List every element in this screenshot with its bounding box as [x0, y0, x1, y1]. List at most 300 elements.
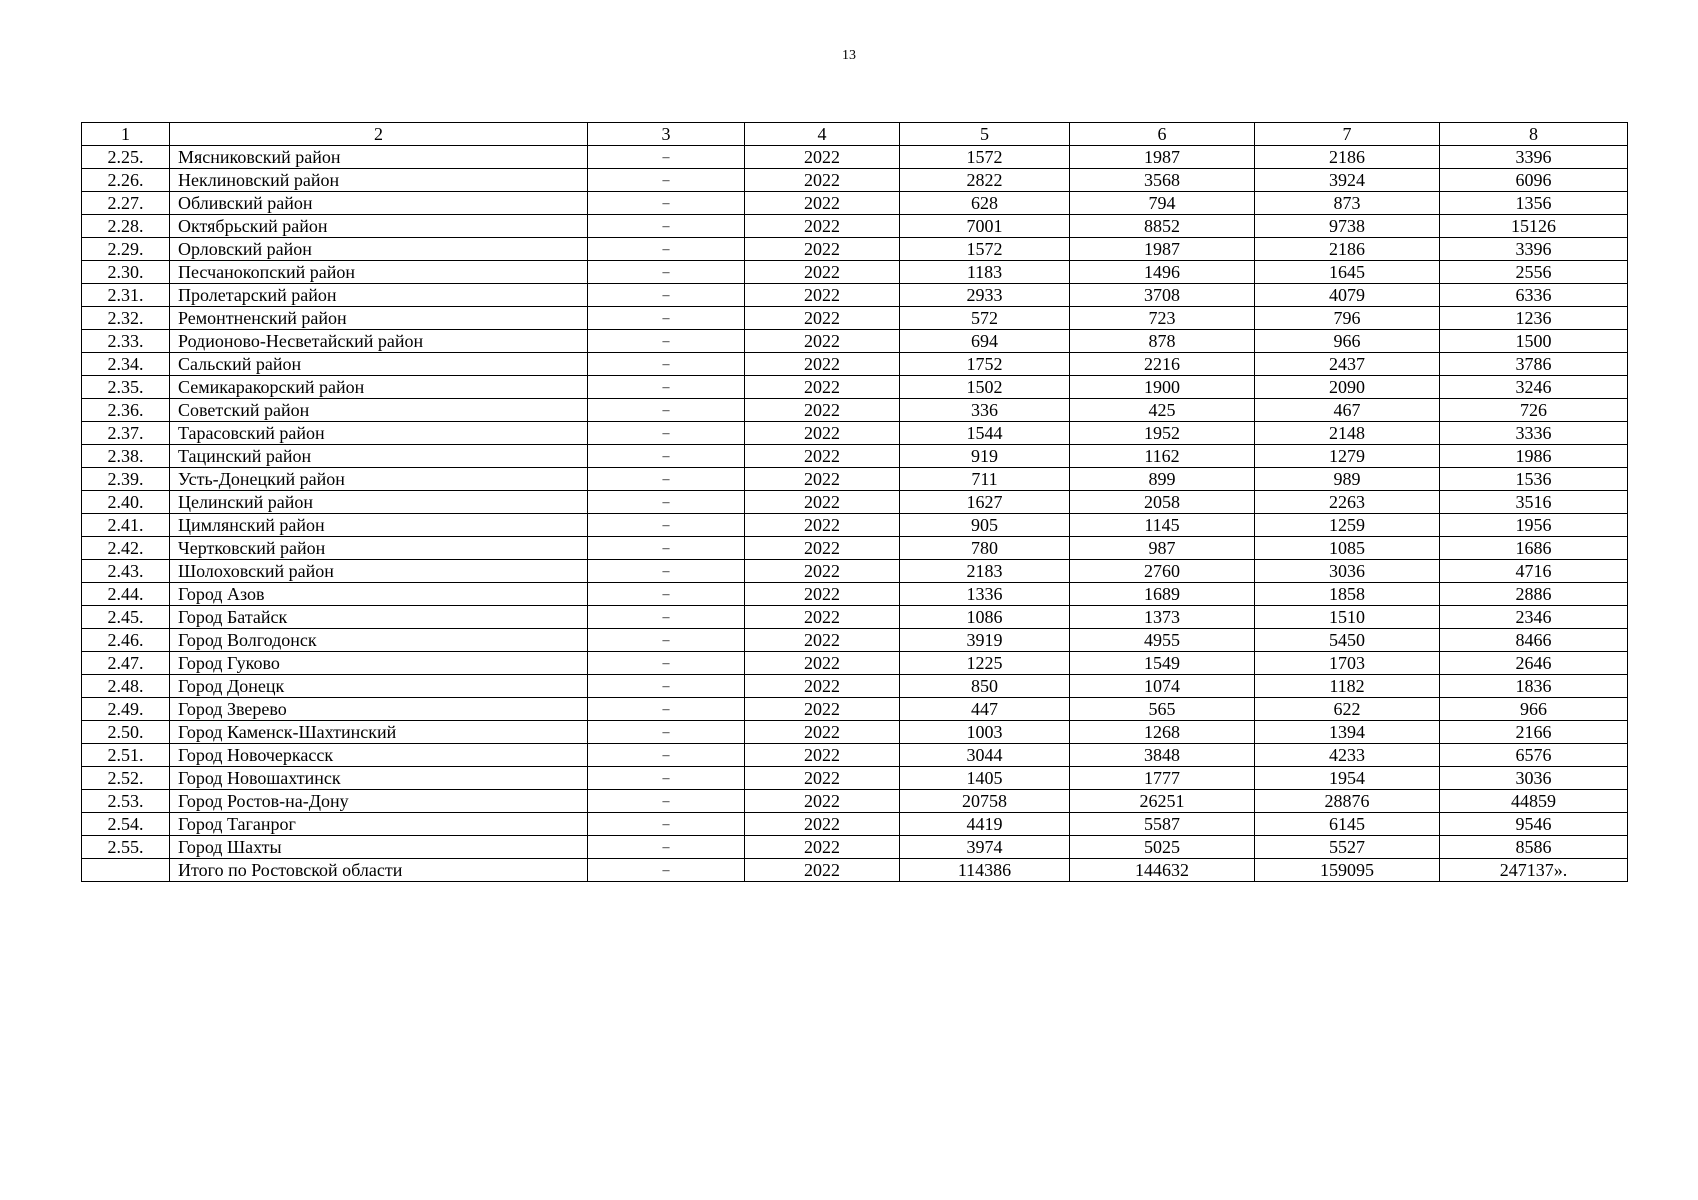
column-3-cell: – — [588, 376, 745, 399]
column-5-cell: 1502 — [900, 376, 1070, 399]
table-row — [82, 606, 1628, 629]
row-number-cell: 2.25. — [82, 146, 170, 169]
year-cell: 2022 — [745, 192, 900, 215]
row-number-cell: 2.35. — [82, 376, 170, 399]
column-6-cell: 3708 — [1070, 284, 1255, 307]
district-name-cell: Шолоховский район — [170, 560, 588, 583]
column-3-cell: – — [588, 790, 745, 813]
row-number-cell: 2.30. — [82, 261, 170, 284]
table-row — [82, 215, 1628, 238]
column-6-cell: 1145 — [1070, 514, 1255, 537]
row-number-cell: 2.48. — [82, 675, 170, 698]
column-7-cell: 796 — [1255, 307, 1440, 330]
year-cell: 2022 — [745, 790, 900, 813]
column-8-cell: 8586 — [1440, 836, 1628, 859]
row-number-cell — [82, 859, 170, 882]
column-5-cell: 1336 — [900, 583, 1070, 606]
column-8-cell: 726 — [1440, 399, 1628, 422]
column-3-cell: – — [588, 583, 745, 606]
table-row — [82, 307, 1628, 330]
year-cell: 2022 — [745, 560, 900, 583]
district-name-cell: Песчанокопский район — [170, 261, 588, 284]
column-6-cell: 4955 — [1070, 629, 1255, 652]
column-3-cell: – — [588, 698, 745, 721]
row-number-cell: 2.42. — [82, 537, 170, 560]
column-5-cell: 1572 — [900, 238, 1070, 261]
year-cell: 2022 — [745, 376, 900, 399]
header-cell: 5 — [900, 123, 1070, 146]
column-7-cell: 1645 — [1255, 261, 1440, 284]
column-5-cell: 7001 — [900, 215, 1070, 238]
row-number-cell: 2.32. — [82, 307, 170, 330]
column-5-cell: 3974 — [900, 836, 1070, 859]
column-3-cell: – — [588, 652, 745, 675]
column-8-cell: 3786 — [1440, 353, 1628, 376]
column-8-cell: 1236 — [1440, 307, 1628, 330]
table-row — [82, 560, 1628, 583]
column-3-cell: – — [588, 284, 745, 307]
column-3-cell: – — [588, 491, 745, 514]
column-3-cell: – — [588, 238, 745, 261]
district-name-cell: Неклиновский район — [170, 169, 588, 192]
column-8-cell: 247137». — [1440, 859, 1628, 882]
column-5-cell: 572 — [900, 307, 1070, 330]
column-6-cell: 144632 — [1070, 859, 1255, 882]
column-6-cell: 987 — [1070, 537, 1255, 560]
column-3-cell: – — [588, 445, 745, 468]
year-cell: 2022 — [745, 514, 900, 537]
column-8-cell: 4716 — [1440, 560, 1628, 583]
year-cell: 2022 — [745, 721, 900, 744]
column-8-cell: 8466 — [1440, 629, 1628, 652]
table-row — [82, 169, 1628, 192]
district-name-cell: Город Новошахтинск — [170, 767, 588, 790]
table-row — [82, 353, 1628, 376]
district-name-cell: Усть-Донецкий район — [170, 468, 588, 491]
column-3-cell: – — [588, 606, 745, 629]
year-cell: 2022 — [745, 422, 900, 445]
column-6-cell: 1952 — [1070, 422, 1255, 445]
column-5-cell: 20758 — [900, 790, 1070, 813]
district-name-cell: Город Ростов-на-Дону — [170, 790, 588, 813]
row-number-cell: 2.37. — [82, 422, 170, 445]
district-name-cell: Тацинский район — [170, 445, 588, 468]
district-name-cell: Сальский район — [170, 353, 588, 376]
column-7-cell: 1703 — [1255, 652, 1440, 675]
column-8-cell: 1356 — [1440, 192, 1628, 215]
column-3-cell: – — [588, 330, 745, 353]
district-name-cell: Итого по Ростовской области — [170, 859, 588, 882]
year-cell: 2022 — [745, 468, 900, 491]
column-5-cell: 336 — [900, 399, 1070, 422]
column-6-cell: 723 — [1070, 307, 1255, 330]
column-8-cell: 9546 — [1440, 813, 1628, 836]
row-number-cell: 2.34. — [82, 353, 170, 376]
column-7-cell: 1182 — [1255, 675, 1440, 698]
column-8-cell: 6336 — [1440, 284, 1628, 307]
column-8-cell: 2646 — [1440, 652, 1628, 675]
year-cell: 2022 — [745, 353, 900, 376]
table-header-row — [82, 123, 1628, 146]
column-6-cell: 5587 — [1070, 813, 1255, 836]
column-7-cell: 1279 — [1255, 445, 1440, 468]
column-8-cell: 6576 — [1440, 744, 1628, 767]
year-cell: 2022 — [745, 629, 900, 652]
district-name-cell: Пролетарский район — [170, 284, 588, 307]
row-number-cell: 2.31. — [82, 284, 170, 307]
column-7-cell: 2186 — [1255, 146, 1440, 169]
table-row — [82, 514, 1628, 537]
column-3-cell: – — [588, 675, 745, 698]
column-5-cell: 3044 — [900, 744, 1070, 767]
column-6-cell: 425 — [1070, 399, 1255, 422]
column-3-cell: – — [588, 422, 745, 445]
column-7-cell: 1394 — [1255, 721, 1440, 744]
table-row — [82, 376, 1628, 399]
column-8-cell: 2346 — [1440, 606, 1628, 629]
year-cell: 2022 — [745, 767, 900, 790]
year-cell: 2022 — [745, 215, 900, 238]
column-6-cell: 1900 — [1070, 376, 1255, 399]
column-8-cell: 966 — [1440, 698, 1628, 721]
column-5-cell: 1086 — [900, 606, 1070, 629]
district-name-cell: Орловский район — [170, 238, 588, 261]
column-3-cell: – — [588, 353, 745, 376]
year-cell: 2022 — [745, 698, 900, 721]
column-3-cell: – — [588, 836, 745, 859]
column-5-cell: 1183 — [900, 261, 1070, 284]
year-cell: 2022 — [745, 606, 900, 629]
year-cell: 2022 — [745, 169, 900, 192]
row-number-cell: 2.43. — [82, 560, 170, 583]
column-5-cell: 2933 — [900, 284, 1070, 307]
table-row — [82, 652, 1628, 675]
column-3-cell: – — [588, 744, 745, 767]
column-7-cell: 467 — [1255, 399, 1440, 422]
table-row — [82, 836, 1628, 859]
district-name-cell: Город Гуково — [170, 652, 588, 675]
column-6-cell: 2216 — [1070, 353, 1255, 376]
district-name-cell: Целинский район — [170, 491, 588, 514]
row-number-cell: 2.51. — [82, 744, 170, 767]
column-8-cell: 1986 — [1440, 445, 1628, 468]
column-6-cell: 1373 — [1070, 606, 1255, 629]
column-3-cell: – — [588, 560, 745, 583]
column-8-cell: 2556 — [1440, 261, 1628, 284]
row-number-cell: 2.27. — [82, 192, 170, 215]
column-3-cell: – — [588, 146, 745, 169]
column-6-cell: 5025 — [1070, 836, 1255, 859]
district-name-cell: Обливский район — [170, 192, 588, 215]
column-8-cell: 2886 — [1440, 583, 1628, 606]
column-7-cell: 2186 — [1255, 238, 1440, 261]
column-6-cell: 565 — [1070, 698, 1255, 721]
district-name-cell: Тарасовский район — [170, 422, 588, 445]
header-cell: 4 — [745, 123, 900, 146]
table-row — [82, 330, 1628, 353]
header-cell: 3 — [588, 123, 745, 146]
district-name-cell: Город Азов — [170, 583, 588, 606]
column-3-cell: – — [588, 468, 745, 491]
district-name-cell: Советский район — [170, 399, 588, 422]
column-5-cell: 711 — [900, 468, 1070, 491]
column-8-cell: 3246 — [1440, 376, 1628, 399]
column-5-cell: 1003 — [900, 721, 1070, 744]
year-cell: 2022 — [745, 744, 900, 767]
header-cell: 1 — [82, 123, 170, 146]
column-6-cell: 1162 — [1070, 445, 1255, 468]
table-row — [82, 491, 1628, 514]
column-3-cell: – — [588, 192, 745, 215]
column-3-cell: – — [588, 215, 745, 238]
column-6-cell: 1987 — [1070, 238, 1255, 261]
column-7-cell: 1858 — [1255, 583, 1440, 606]
header-cell: 2 — [170, 123, 588, 146]
data-table — [81, 122, 1628, 882]
district-name-cell: Октябрьский район — [170, 215, 588, 238]
column-5-cell: 114386 — [900, 859, 1070, 882]
column-6-cell: 1496 — [1070, 261, 1255, 284]
column-3-cell: – — [588, 721, 745, 744]
column-8-cell: 3396 — [1440, 238, 1628, 261]
table-row — [82, 767, 1628, 790]
row-number-cell: 2.33. — [82, 330, 170, 353]
column-7-cell: 2263 — [1255, 491, 1440, 514]
column-6-cell: 1987 — [1070, 146, 1255, 169]
total-row — [82, 859, 1628, 882]
column-6-cell: 1689 — [1070, 583, 1255, 606]
table-row — [82, 399, 1628, 422]
column-5-cell: 3919 — [900, 629, 1070, 652]
district-name-cell: Мясниковский район — [170, 146, 588, 169]
table-row — [82, 468, 1628, 491]
table-row — [82, 445, 1628, 468]
column-3-cell: – — [588, 813, 745, 836]
column-7-cell: 4079 — [1255, 284, 1440, 307]
column-5-cell: 1405 — [900, 767, 1070, 790]
row-number-cell: 2.36. — [82, 399, 170, 422]
row-number-cell: 2.40. — [82, 491, 170, 514]
column-5-cell: 2183 — [900, 560, 1070, 583]
column-7-cell: 6145 — [1255, 813, 1440, 836]
column-6-cell: 794 — [1070, 192, 1255, 215]
year-cell: 2022 — [745, 583, 900, 606]
year-cell: 2022 — [745, 652, 900, 675]
column-7-cell: 1510 — [1255, 606, 1440, 629]
column-7-cell: 2090 — [1255, 376, 1440, 399]
year-cell: 2022 — [745, 491, 900, 514]
district-name-cell: Родионово-Несветайский район — [170, 330, 588, 353]
table-row — [82, 261, 1628, 284]
district-name-cell: Город Шахты — [170, 836, 588, 859]
column-8-cell: 6096 — [1440, 169, 1628, 192]
row-number-cell: 2.52. — [82, 767, 170, 790]
district-name-cell: Город Таганрог — [170, 813, 588, 836]
column-7-cell: 966 — [1255, 330, 1440, 353]
table-row — [82, 146, 1628, 169]
year-cell: 2022 — [745, 330, 900, 353]
column-3-cell: – — [588, 629, 745, 652]
table-row — [82, 537, 1628, 560]
year-cell: 2022 — [745, 537, 900, 560]
header-cell: 7 — [1255, 123, 1440, 146]
column-5-cell: 4419 — [900, 813, 1070, 836]
column-6-cell: 1549 — [1070, 652, 1255, 675]
district-name-cell: Город Донецк — [170, 675, 588, 698]
column-5-cell: 2822 — [900, 169, 1070, 192]
column-6-cell: 1074 — [1070, 675, 1255, 698]
district-name-cell: Город Новочеркасск — [170, 744, 588, 767]
table-row — [82, 284, 1628, 307]
column-5-cell: 694 — [900, 330, 1070, 353]
column-3-cell: – — [588, 169, 745, 192]
column-5-cell: 905 — [900, 514, 1070, 537]
column-8-cell: 3336 — [1440, 422, 1628, 445]
row-number-cell: 2.45. — [82, 606, 170, 629]
district-name-cell: Город Зверево — [170, 698, 588, 721]
table-row — [82, 192, 1628, 215]
table-row — [82, 744, 1628, 767]
table-row — [82, 583, 1628, 606]
row-number-cell: 2.39. — [82, 468, 170, 491]
year-cell: 2022 — [745, 836, 900, 859]
column-7-cell: 4233 — [1255, 744, 1440, 767]
district-name-cell: Семикаракорский район — [170, 376, 588, 399]
column-8-cell: 2166 — [1440, 721, 1628, 744]
district-name-cell: Ремонтненский район — [170, 307, 588, 330]
row-number-cell: 2.55. — [82, 836, 170, 859]
column-8-cell: 1836 — [1440, 675, 1628, 698]
year-cell: 2022 — [745, 307, 900, 330]
column-6-cell: 26251 — [1070, 790, 1255, 813]
column-7-cell: 9738 — [1255, 215, 1440, 238]
column-6-cell: 3568 — [1070, 169, 1255, 192]
table-row — [82, 238, 1628, 261]
year-cell: 2022 — [745, 146, 900, 169]
district-name-cell: Чертковский район — [170, 537, 588, 560]
column-5-cell: 1627 — [900, 491, 1070, 514]
column-5-cell: 1544 — [900, 422, 1070, 445]
column-5-cell: 628 — [900, 192, 1070, 215]
column-6-cell: 1777 — [1070, 767, 1255, 790]
column-7-cell: 1085 — [1255, 537, 1440, 560]
column-3-cell: – — [588, 399, 745, 422]
column-3-cell: – — [588, 307, 745, 330]
column-6-cell: 2058 — [1070, 491, 1255, 514]
column-5-cell: 447 — [900, 698, 1070, 721]
column-6-cell: 2760 — [1070, 560, 1255, 583]
column-5-cell: 1752 — [900, 353, 1070, 376]
table-row — [82, 813, 1628, 836]
column-5-cell: 1572 — [900, 146, 1070, 169]
column-5-cell: 919 — [900, 445, 1070, 468]
table-row — [82, 721, 1628, 744]
row-number-cell: 2.47. — [82, 652, 170, 675]
year-cell: 2022 — [745, 445, 900, 468]
row-number-cell: 2.46. — [82, 629, 170, 652]
column-8-cell: 3036 — [1440, 767, 1628, 790]
row-number-cell: 2.38. — [82, 445, 170, 468]
column-3-cell: – — [588, 261, 745, 284]
column-8-cell: 3396 — [1440, 146, 1628, 169]
column-8-cell: 1956 — [1440, 514, 1628, 537]
column-7-cell: 28876 — [1255, 790, 1440, 813]
column-8-cell: 3516 — [1440, 491, 1628, 514]
column-7-cell: 622 — [1255, 698, 1440, 721]
row-number-cell: 2.28. — [82, 215, 170, 238]
column-7-cell: 5527 — [1255, 836, 1440, 859]
column-7-cell: 2148 — [1255, 422, 1440, 445]
column-8-cell: 44859 — [1440, 790, 1628, 813]
column-5-cell: 1225 — [900, 652, 1070, 675]
column-8-cell: 1536 — [1440, 468, 1628, 491]
column-3-cell: – — [588, 537, 745, 560]
column-3-cell: – — [588, 767, 745, 790]
column-8-cell: 1500 — [1440, 330, 1628, 353]
district-name-cell: Цимлянский район — [170, 514, 588, 537]
column-6-cell: 1268 — [1070, 721, 1255, 744]
table-row — [82, 422, 1628, 445]
header-cell: 6 — [1070, 123, 1255, 146]
column-3-cell: – — [588, 859, 745, 882]
table-row — [82, 629, 1628, 652]
column-6-cell: 3848 — [1070, 744, 1255, 767]
column-5-cell: 780 — [900, 537, 1070, 560]
column-7-cell: 1259 — [1255, 514, 1440, 537]
year-cell: 2022 — [745, 238, 900, 261]
table-row — [82, 790, 1628, 813]
column-6-cell: 878 — [1070, 330, 1255, 353]
district-name-cell: Город Волгодонск — [170, 629, 588, 652]
year-cell: 2022 — [745, 675, 900, 698]
column-7-cell: 3036 — [1255, 560, 1440, 583]
header-cell: 8 — [1440, 123, 1628, 146]
table-body — [82, 123, 1628, 882]
column-7-cell: 1954 — [1255, 767, 1440, 790]
district-name-cell: Город Каменск-Шахтинский — [170, 721, 588, 744]
row-number-cell: 2.41. — [82, 514, 170, 537]
row-number-cell: 2.44. — [82, 583, 170, 606]
column-5-cell: 850 — [900, 675, 1070, 698]
row-number-cell: 2.50. — [82, 721, 170, 744]
row-number-cell: 2.49. — [82, 698, 170, 721]
column-7-cell: 3924 — [1255, 169, 1440, 192]
page-number: 13 — [842, 48, 856, 63]
table-row — [82, 675, 1628, 698]
column-7-cell: 5450 — [1255, 629, 1440, 652]
row-number-cell: 2.26. — [82, 169, 170, 192]
row-number-cell: 2.29. — [82, 238, 170, 261]
table-row — [82, 698, 1628, 721]
column-6-cell: 899 — [1070, 468, 1255, 491]
column-7-cell: 2437 — [1255, 353, 1440, 376]
column-8-cell: 15126 — [1440, 215, 1628, 238]
year-cell: 2022 — [745, 284, 900, 307]
column-3-cell: – — [588, 514, 745, 537]
year-cell: 2022 — [745, 813, 900, 836]
column-7-cell: 159095 — [1255, 859, 1440, 882]
year-cell: 2022 — [745, 859, 900, 882]
column-8-cell: 1686 — [1440, 537, 1628, 560]
year-cell: 2022 — [745, 399, 900, 422]
row-number-cell: 2.53. — [82, 790, 170, 813]
column-7-cell: 989 — [1255, 468, 1440, 491]
district-name-cell: Город Батайск — [170, 606, 588, 629]
column-6-cell: 8852 — [1070, 215, 1255, 238]
row-number-cell: 2.54. — [82, 813, 170, 836]
year-cell: 2022 — [745, 261, 900, 284]
column-7-cell: 873 — [1255, 192, 1440, 215]
